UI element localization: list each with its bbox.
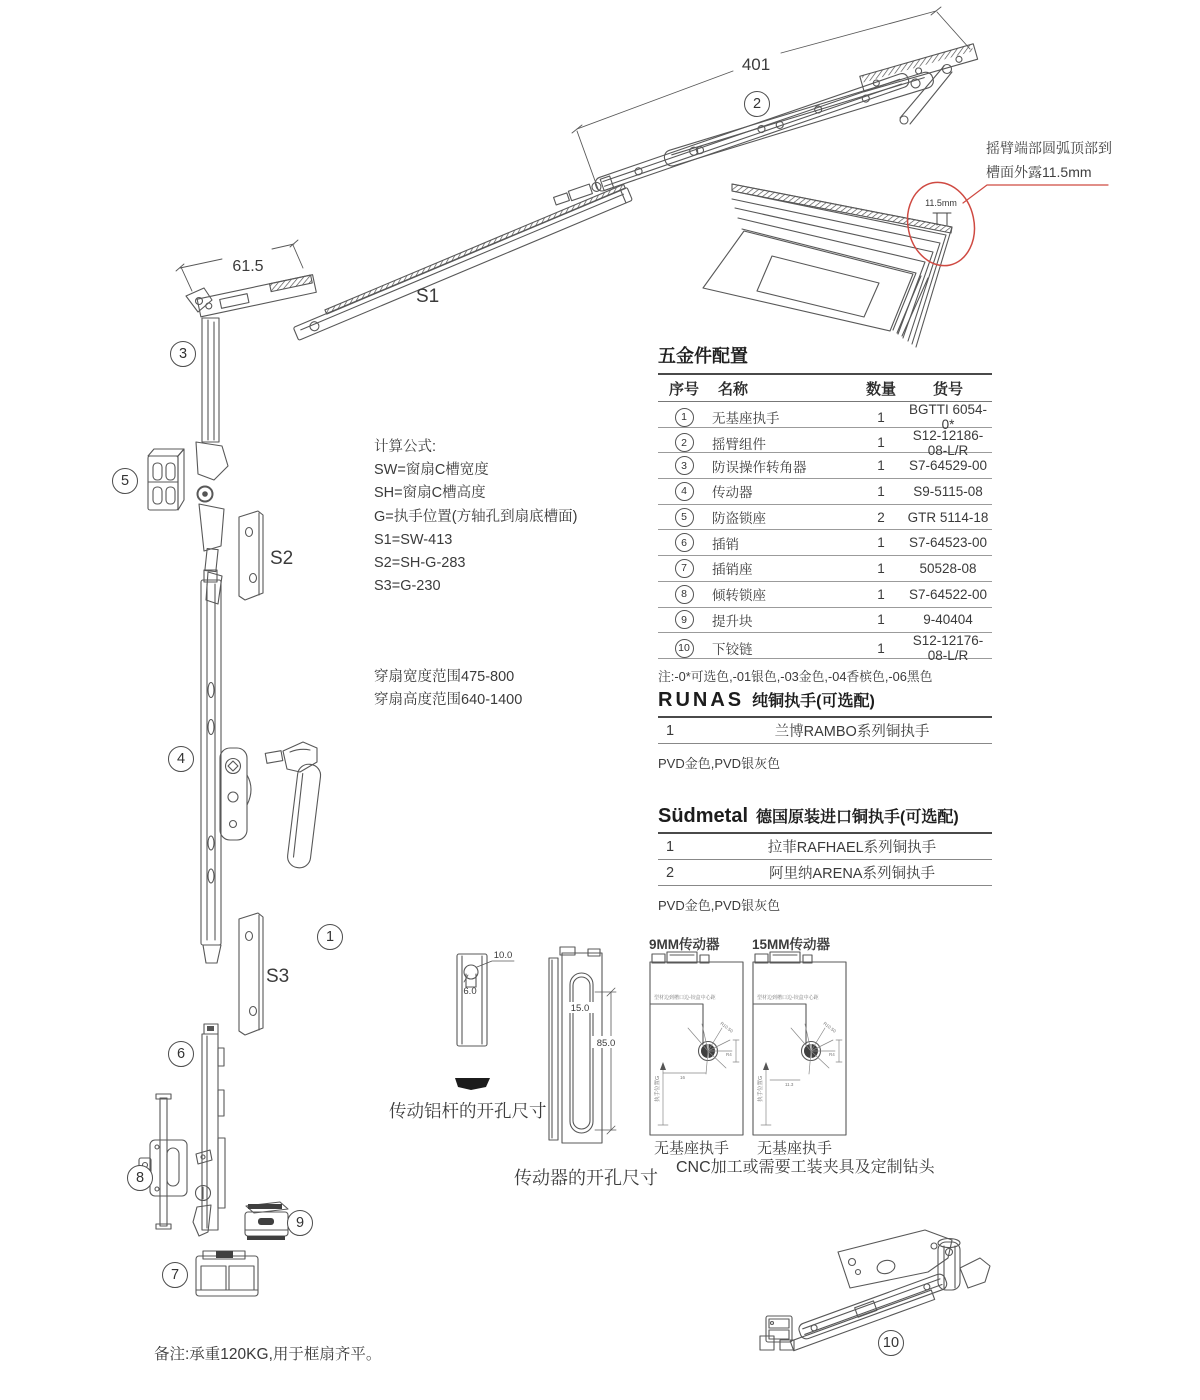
callout-2-stay-arm: 2 (744, 91, 770, 117)
row-number-badge: 8 (675, 585, 694, 604)
rod-drill-caption: 传动铝杆的开孔尺寸 (389, 1101, 547, 1121)
table-row (658, 633, 992, 664)
security-keeper-drawing (148, 449, 184, 510)
arm-protrusion-note (986, 136, 1112, 184)
slot-width-dim: 15.0 (570, 1003, 590, 1014)
corner-drive-drawing (176, 240, 316, 604)
callout-6-bolt: 6 (168, 1041, 194, 1067)
handle-pos-tiny-15mm: 执手位置G (758, 1075, 764, 1102)
table-row (658, 479, 992, 505)
offset-dim-15mm: 11.3 (785, 1082, 794, 1087)
sudmetal-heading (658, 804, 992, 834)
part-name: 防误操作转角器 (712, 459, 807, 475)
col-header-no: 序号 (668, 380, 699, 398)
sash-height-range: 穿扇高度范围640-1400 (374, 692, 523, 709)
bottom-hinge-drawing (760, 1230, 990, 1351)
cnc-tiny-note-9mm: 型材边到槽口边-铰盒中心距 (654, 995, 716, 1001)
part-qty: 1 (877, 435, 885, 451)
formula-line: G=执手位置(方轴孔到扇底槽面) (374, 508, 578, 525)
sudmetal-section-title: 德国原装进口铜执手(可选配) (756, 809, 959, 826)
part-name: 提升块 (712, 613, 753, 629)
part-code: GTR 5114-18 (907, 509, 989, 525)
radius-dim-small-9mm: R4 (726, 1052, 732, 1057)
s1-label: S1 (416, 286, 440, 307)
row-number-badge: 3 (675, 456, 694, 475)
part-name: 倾转锁座 (712, 588, 766, 604)
callout-3-corner-drive: 3 (170, 341, 196, 367)
row-number-badge: 7 (675, 559, 694, 578)
bolt-drawing (193, 1024, 225, 1236)
callout-9-lift-block: 9 (287, 1210, 313, 1236)
hardware-config-table (658, 342, 992, 685)
part-name: 插销座 (712, 562, 753, 578)
row-number-badge: 5 (675, 508, 694, 527)
sash-width-range: 穿扇宽度范围475-800 (374, 669, 515, 685)
callout-1-handle: 1 (317, 924, 343, 950)
sudmetal-optional-section (658, 804, 992, 914)
s2-plate-drawing (239, 511, 263, 600)
protrusion-dim-text: 11.5mm (925, 198, 957, 208)
sudmetal-row-no: 1 (666, 838, 675, 855)
col-header-qty: 数量 (865, 380, 896, 398)
step-dim-9mm: 16 (680, 1075, 686, 1080)
radius-dim-big-9mm: R10.50 (719, 1020, 734, 1034)
sudmetal-row-name: 拉菲RAFHAEL系列铜执手 (767, 840, 937, 856)
formula-line: SH=窗扇C槽高度 (374, 485, 486, 502)
formula-line: S3=G-230 (374, 578, 441, 595)
lift-block-drawing (245, 1202, 288, 1240)
handle-drawing (265, 742, 322, 869)
runas-heading (658, 688, 992, 718)
runas-row (658, 718, 992, 744)
formula-block (374, 436, 577, 598)
part-code: 9-40404 (923, 612, 973, 628)
row-number-badge: 9 (675, 610, 694, 629)
row-number-badge: 1 (675, 408, 694, 427)
callout-10-bottom-hinge: 10 (878, 1330, 904, 1356)
table-row (658, 582, 992, 608)
cnc-tiny-note-15mm: 型材边到槽口边-铰盒中心距 (757, 995, 819, 1001)
formula-line: S1=SW-413 (374, 531, 453, 548)
part-code: S7-64529-00 (908, 458, 988, 474)
sudmetal-row-name: 阿里纳ARENA系列铜执手 (769, 866, 935, 882)
footer-note: 备注:承重120KG,用于框扇齐平。 (154, 1346, 382, 1363)
driver-9mm-label: 9MM传动器 (649, 937, 720, 952)
part-code: S12-12186-08-L/R (912, 427, 984, 458)
row-number-badge: 4 (675, 482, 694, 501)
table-row (658, 505, 992, 531)
part-code: S12-12176-08-L/R (912, 633, 984, 664)
row-number-badge: 2 (675, 433, 694, 452)
slot-length-dim: 85.0 (596, 1038, 616, 1049)
runas-optional-section (658, 688, 992, 772)
sudmetal-brand-logo: Südmetal (658, 805, 749, 827)
rod-offset-dim: 10.0 (493, 950, 513, 961)
runas-brand-logo: RUNAS (658, 689, 745, 711)
table-row (658, 427, 992, 458)
part-qty: 1 (877, 586, 885, 602)
s2-label: S2 (270, 548, 294, 569)
row-number-badge: 10 (675, 639, 694, 658)
rod-drill-drawing (455, 954, 514, 1090)
callout-8-tilt-keeper: 8 (127, 1165, 153, 1191)
part-name: 传动器 (712, 485, 753, 501)
hardware-table-header (658, 375, 992, 402)
part-qty: 1 (877, 640, 885, 656)
table-row (658, 530, 992, 556)
callout-4-drive-bar: 4 (168, 746, 194, 772)
radius-dim-small-15mm: R4 (829, 1052, 835, 1057)
dim-401-lines (572, 7, 970, 189)
part-qty: 1 (877, 612, 885, 628)
formula-title: 计算公式: (374, 439, 437, 455)
dim-401-label: 401 (741, 55, 771, 74)
row-number-badge: 6 (675, 533, 694, 552)
col-header-code: 货号 (932, 380, 963, 398)
table-row (658, 556, 992, 582)
part-code: 50528-08 (919, 560, 977, 576)
arm-protrusion-note-line1: 摇臂端部圆弧顶部到 (986, 140, 1112, 156)
frame-corner-illustration (703, 184, 952, 347)
runas-finish-note: PVD金色,PVD银灰色 (658, 756, 781, 771)
tilt-keeper-drawing (139, 1094, 187, 1229)
arm-protrusion-note-line2: 槽面外露11.5mm (986, 164, 1092, 180)
part-name: 无基座执手 (712, 411, 780, 426)
part-qty: 1 (877, 483, 885, 499)
cnc-note: CNC加工或需要工装夹具及定制钻头 (676, 1159, 935, 1176)
s1-bar-drawing (292, 184, 633, 341)
part-name: 下铰链 (712, 642, 753, 658)
part-qty: 2 (877, 509, 885, 525)
handle-pos-tiny-9mm: 执手位置G (655, 1075, 661, 1102)
sudmetal-row-no: 2 (666, 864, 675, 881)
s3-label: S3 (266, 966, 290, 987)
part-qty: 1 (877, 458, 885, 474)
part-qty: 1 (877, 560, 885, 576)
driver-drill-caption: 传动器的开孔尺寸 (514, 1168, 658, 1188)
sudmetal-finish-note: PVD金色,PVD银灰色 (658, 898, 781, 913)
radius-dim-big-15mm: R10.50 (822, 1020, 837, 1034)
part-code: S9-5115-08 (913, 483, 983, 499)
runas-row-no: 1 (666, 722, 675, 739)
table-row (658, 402, 992, 432)
part-name: 摇臂组件 (712, 436, 766, 452)
part-name: 插销 (712, 536, 739, 552)
formula-line: SW=窗扇C槽宽度 (374, 462, 489, 479)
formula-line: S2=SH-G-283 (374, 555, 466, 572)
col-header-name: 名称 (718, 380, 749, 398)
bolt-socket-drawing (196, 1251, 258, 1296)
s3-plate-drawing (239, 913, 263, 1035)
driver-15mm-box (753, 952, 846, 1135)
runas-row-name: 兰博RAMBO系列铜执手 (774, 724, 930, 740)
dim-61-5-label: 61.5 (232, 258, 264, 275)
no-base-handle-label-right: 无基座执手 (757, 1140, 833, 1157)
sudmetal-row (658, 834, 992, 860)
part-qty: 1 (877, 409, 885, 425)
runas-section-title: 纯铜执手(可选配) (752, 693, 875, 710)
hardware-table-title: 五金件配置 (658, 342, 992, 375)
driver-9mm-box (650, 952, 743, 1135)
part-code: S7-64523-00 (908, 535, 988, 551)
no-base-handle-label-left: 无基座执手 (654, 1140, 730, 1157)
rod-hole-dim: 6.0 (463, 986, 477, 997)
part-code: BGTTI 6054-0* (908, 402, 988, 432)
part-code: S7-64522-00 (908, 586, 988, 602)
drive-bar-drawing (201, 570, 251, 963)
callout-7-socket: 7 (162, 1262, 188, 1288)
part-qty: 1 (877, 535, 885, 551)
sudmetal-row (658, 860, 992, 886)
driver-15mm-label: 15MM传动器 (752, 937, 831, 952)
table-row (658, 608, 992, 634)
color-options-note: 注:-0*可选色,-01银色,-03金色,-04香槟色,-06黑色 (658, 668, 933, 684)
part-name: 防盗锁座 (712, 511, 766, 527)
callout-5-keeper: 5 (112, 468, 138, 494)
sash-range-block (374, 666, 522, 712)
